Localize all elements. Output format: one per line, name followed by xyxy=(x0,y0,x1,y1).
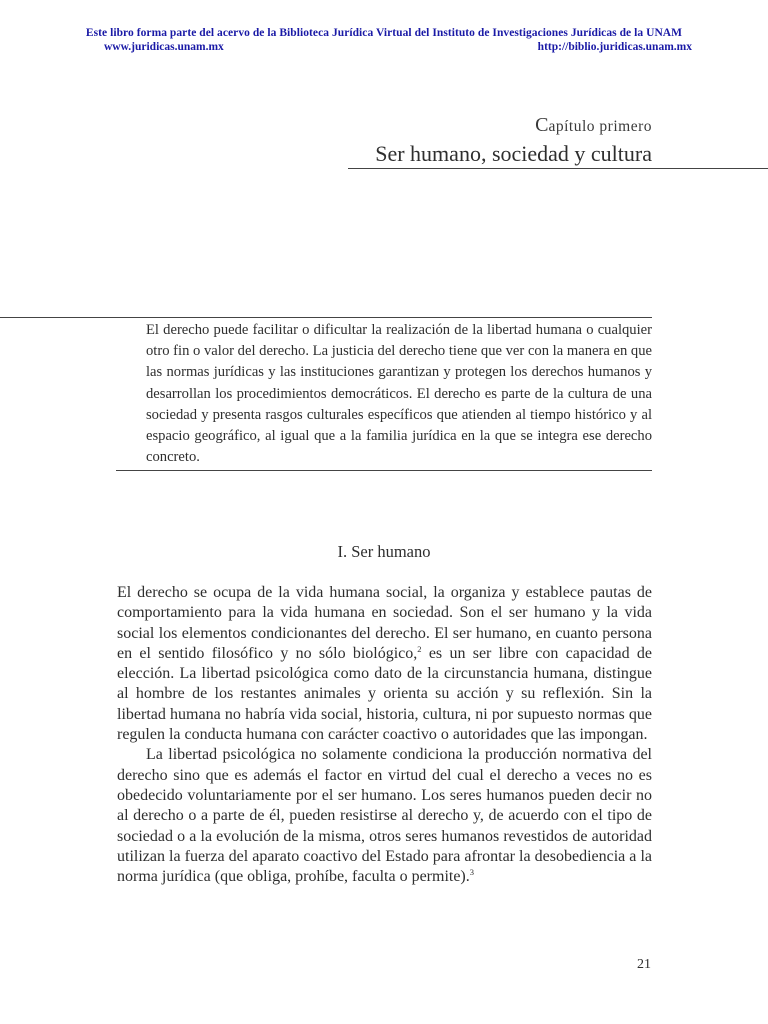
chapter-title: Ser humano, sociedad y cultura xyxy=(375,141,652,166)
section-heading: I. Ser humano xyxy=(337,542,431,561)
banner-right-link[interactable]: http://biblio.juridicas.unam.mx xyxy=(537,41,692,53)
footnote-ref-3[interactable]: 3 xyxy=(469,867,475,878)
body-text xyxy=(117,583,652,887)
chapter-title-rule xyxy=(348,168,768,169)
paragraph-1-text-b: es un ser libre con capacidad de elección. La libertad psicológica como dato de la circunstancia humana, distingue al hombre de los restantes animales y orienta su acción y su reflexión. Sin la libertad humana no habría vida social, historia, cultura, ni por supuesto normas que regulen la conducta humana con carácter coactivo o autoridades que las impongan. xyxy=(117,644,653,744)
repository-banner xyxy=(0,26,768,54)
abstract-bottom-rule xyxy=(116,470,652,471)
paragraph-1-text-a: El derecho se ocupa de la vida humana social, la organiza y establece pautas de comportamiento para la vida humana en sociedad. Son el ser humano y la vida social los elementos condicionantes del derecho. El ser humano, en cuanto persona en el sentido filosófico y no sólo biológico, xyxy=(117,584,652,662)
chapter-label xyxy=(535,114,652,137)
paragraph-2-text: La libertad psicológica no solamente condiciona la producción normativa del derecho sino que es además el factor en virtud del cual el derecho a veces no es obedecido voluntariamente por el ser humano. Los seres humanos pueden decir no al derecho o a parte de él, pueden resistirse al derecho y, de acuerdo con el tipo de sociedad o a la evolución de la misma, otros seres humanos revestidos de autoridad utilizan la fuerza del aparato coactivo del Estado para afrontar la desobediencia a la norma jurídica (que obliga, prohíbe, faculta o permite). xyxy=(117,746,652,886)
footnote-ref-2[interactable]: 2 xyxy=(417,643,422,654)
page-number: 21 xyxy=(637,957,651,972)
paragraph-2 xyxy=(117,745,652,887)
abstract-top-rule xyxy=(0,317,652,318)
banner-left-link[interactable]: www.juridicas.unam.mx xyxy=(104,41,224,53)
banner-notice: Este libro forma parte del acervo de la Biblioteca Jurídica Virtual del Instituto de Investigaciones Jurídicas de la UNAM xyxy=(85,27,683,39)
paragraph-1 xyxy=(117,583,652,745)
chapter-label-initial: C xyxy=(535,114,549,136)
chapter-abstract: El derecho puede facilitar o dificultar la realización de la libertad humana o cualquier otro fin o valor del derecho. La justicia del derecho tiene que ver con la manera en que las normas jurídicas y las instituciones garantizan y protegen los derechos humanos y desarrollan los procedimientos democráticos. El derecho es parte de la cultura de una sociedad y presenta rasgos culturales específicos que atienden al tiempo histórico y al espacio geográfico, al igual que a la familia jurídica en la que se integra ese derecho concreto. xyxy=(146,322,652,466)
chapter-label-rest: apítulo primero xyxy=(548,118,652,135)
